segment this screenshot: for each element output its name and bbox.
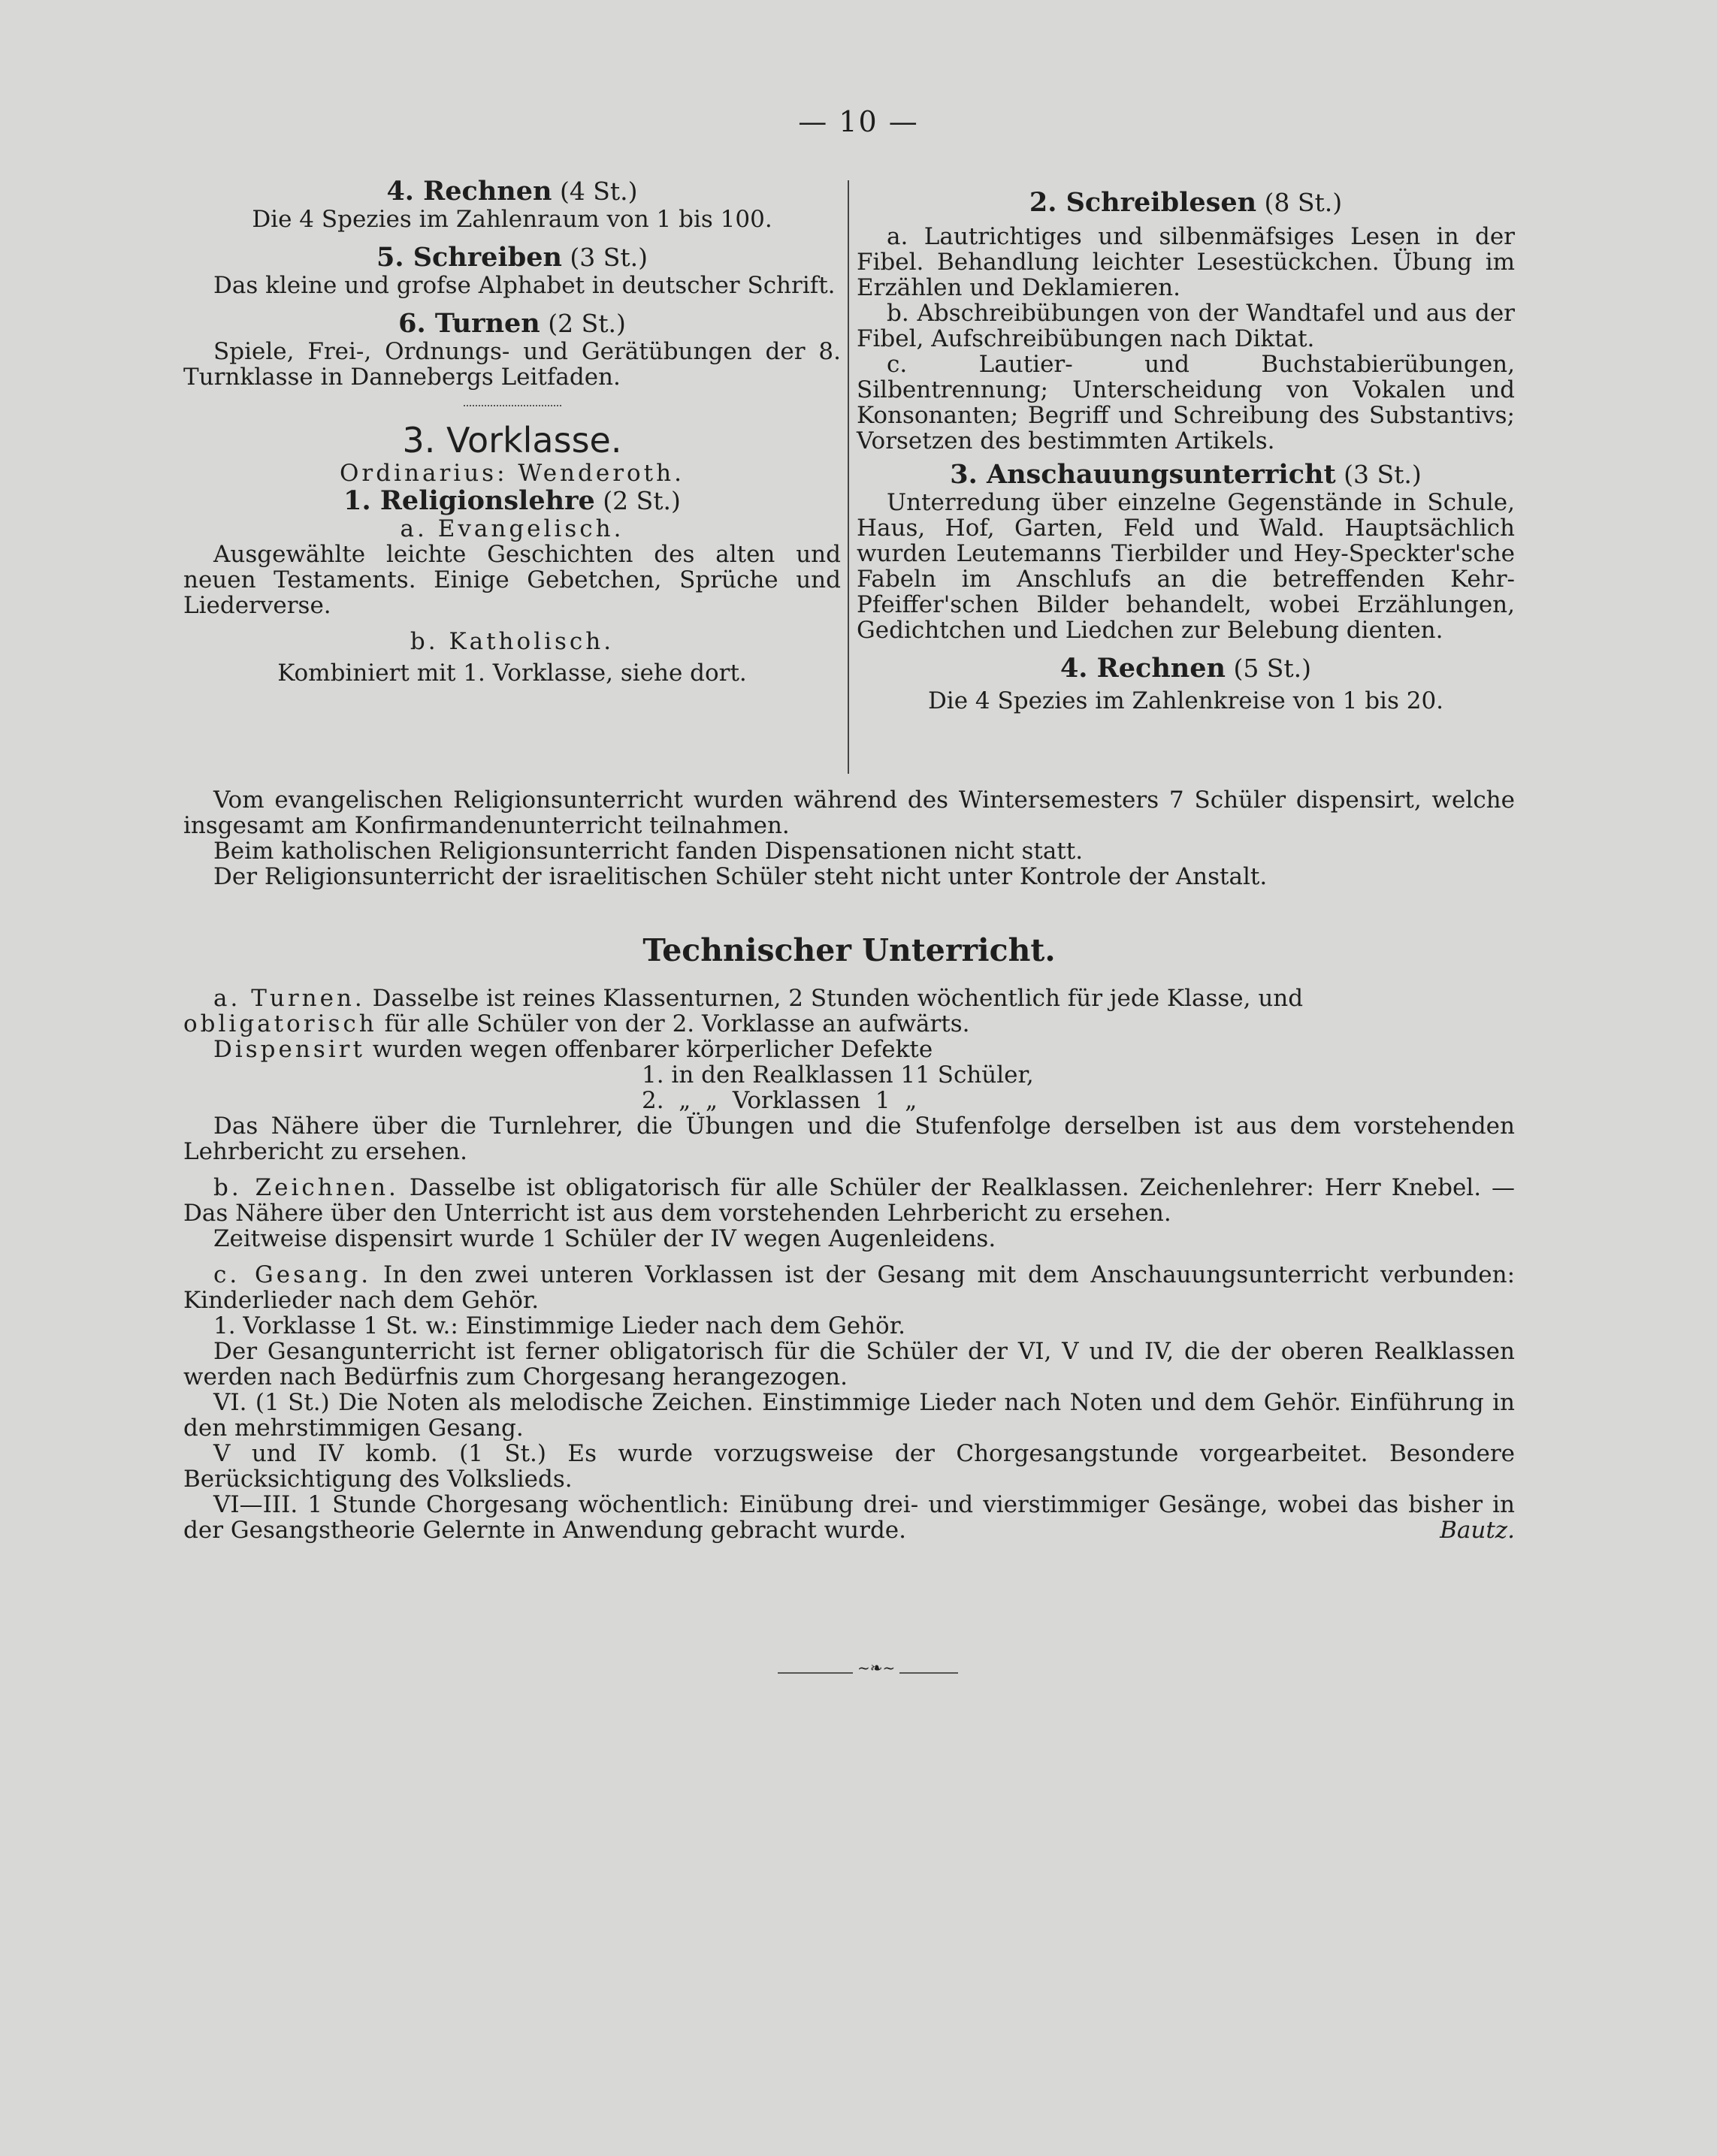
signature: Bautz. (1440, 1517, 1515, 1544)
paragraph: Ausgewählte leichte Geschichten des alten und neuen Testaments. Einige Gebetchen, Sprüche und Liederverse. (183, 541, 841, 619)
note: Der Religionsunterricht der israelitischen Schüler steht nicht unter Kontrole der Anstalt. (213, 863, 1268, 890)
paragraph: Die 4 Spezies im Zahlenraum von 1 bis 100. (252, 206, 772, 233)
paragraph: c. Lautier- und Buchstabierübungen, Silbentrennung; Unterscheidung von Vokalen und Konsonanten; Begriff und Schreibung des Substantivs; Vorsetzen des bestimmten Artikels. (857, 351, 1515, 454)
section-heading: 4. Rechnen (4 St.) (386, 176, 638, 207)
class-title: 3. Vorklasse. (402, 420, 622, 460)
section-heading: 4. Rechnen (5 St.) (1060, 653, 1312, 684)
paragraph: b. Zeichnen. Dasselbe ist obligatorisch für alle Schüler der Realklassen. Zeichenlehrer: Herr Knebel. — Das Nähere über den Unterricht ist aus dem vorstehenden Lehrbericht zu ersehen. (183, 1174, 1516, 1227)
paragraph: Unterredung über einzelne Gegenstände in Schule, Haus, Hof, Garten, Feld und Wald. Hauptsächlich wurden Leutemanns Tierbilder und Hey-Speckter'sche Fabeln im Anschlufs an die betreffenden Kehr-Pfeiffer'schen Bilder behandelt, wobei Erzählungen, Gedichtchen und Liedchen zur Belebung dienten. (857, 489, 1515, 644)
religion-notes (183, 787, 1515, 889)
note: Vom evangelischen Religionsunterricht wurden während des Wintersemesters 7 Schüler dispensirt, welche insgesamt am Konfirmandenunterricht teilnahmen. (183, 787, 1515, 839)
paragraph: VI. (1 St.) Die Noten als melodische Zeichen. Einstimmige Lieder nach Noten und dem Gehör. Einführung in den mehrstimmigen Gesang. (183, 1389, 1515, 1442)
paragraph: 1. Vorklasse 1 St. w.: Einstimmige Lieder nach dem Gehör. (213, 1312, 905, 1339)
paragraph: Das Nähere über die Turnlehrer, die Übungen und die Stufenfolge derselben ist aus dem vorstehenden Lehrbericht zu ersehen. (183, 1113, 1515, 1165)
paragraph: Die 4 Spezies im Zahlenkreise von 1 bis 20. (927, 687, 1444, 714)
left-column (183, 177, 841, 686)
end-ornament (778, 1659, 958, 1677)
column-divider (848, 180, 849, 774)
section-heading: 1. Religionslehre (2 St.) (343, 485, 681, 516)
list-item: 1. in den Realklassen 11 Schüler, (642, 1061, 1034, 1089)
paragraph: a. Turnen. Dasselbe ist reines Klassenturnen, 2 Stunden wöchentlich für jede Klasse, und (213, 985, 1304, 1012)
ordinarius: Ordinarius: Wenderoth. (340, 460, 685, 487)
list-item: 2. „ „ Vorklassen 1 „ (642, 1087, 917, 1114)
note: Beim katholischen Religionsunterricht fanden Dispensationen nicht statt. (213, 838, 1084, 865)
section-heading: 6. Turnen (2 St.) (398, 308, 626, 339)
ornament-glyph: ~❧~ (853, 1659, 899, 1677)
page-number: — 10 — (798, 105, 919, 138)
paragraph: c. Gesang. In den zwei unteren Vorklassen ist der Gesang mit dem Anschauungsunterricht verbunden: Kinderlieder nach dem Gehör. (183, 1261, 1516, 1314)
section-heading: 5. Schreiben (3 St.) (376, 242, 648, 273)
paragraph: a. Lautrichtiges und silbenmäfsiges Lesen in der Fibel. Behandlung leichter Lesestückchen. Übung im Erzählen und Deklamieren. (857, 223, 1515, 301)
paragraph: Spiele, Frei-, Ordnungs- und Gerätübungen der 8. Turnklasse in Dannebergs Leitfaden. (183, 338, 841, 391)
right-column (857, 188, 1515, 714)
divider-ornament (464, 399, 561, 406)
section-heading: 2. Schreiblesen (8 St.) (1029, 187, 1343, 218)
paragraph: VI—III. 1 Stunde Chorgesang wöchentlich: Einübung drei- und vierstimmiger Gesänge, wobei das bisher in der Gesangstheorie Gelernte in Anwendung gebracht wurde. Bautz. (183, 1491, 1515, 1544)
subsection-label: b. Katholisch. (410, 628, 615, 655)
paragraph: b. Abschreibübungen von der Wandtafel und aus der Fibel, Aufschreibübungen nach Diktat. (857, 300, 1515, 352)
paragraph: Zeitweise dispensirt wurde 1 Schüler der IV wegen Augenleidens. (213, 1225, 996, 1252)
paragraph: Der Gesangunterricht ist ferner obligatorisch für die Schüler der VI, V und IV, die der oberen Realklassen werden nach Bedürfnis zum Chorgesang herangezogen. (183, 1338, 1515, 1391)
paragraph: Dispensirt wurden wegen offenbarer körperlicher Defekte (213, 1036, 933, 1063)
paragraph: Kombiniert mit 1. Vorklasse, siehe dort. (277, 660, 747, 687)
section-title: Technischer Unterricht. (642, 932, 1056, 968)
paragraph: obligatorisch für alle Schüler von der 2. Vorklasse an aufwärts. (183, 1010, 970, 1037)
subsection-label: a. Evangelisch. (400, 515, 624, 542)
paragraph: Das kleine und grofse Alphabet in deutscher Schrift. (213, 272, 836, 299)
section-heading: 3. Anschauungsunterricht (3 St.) (950, 459, 1422, 490)
paragraph: V und IV komb. (1 St.) Es wurde vorzugsweise der Chorgesangstunde vorgearbeitet. Besondere Berücksichtigung des Volkslieds. (183, 1440, 1515, 1493)
technical-section (183, 932, 1515, 1543)
